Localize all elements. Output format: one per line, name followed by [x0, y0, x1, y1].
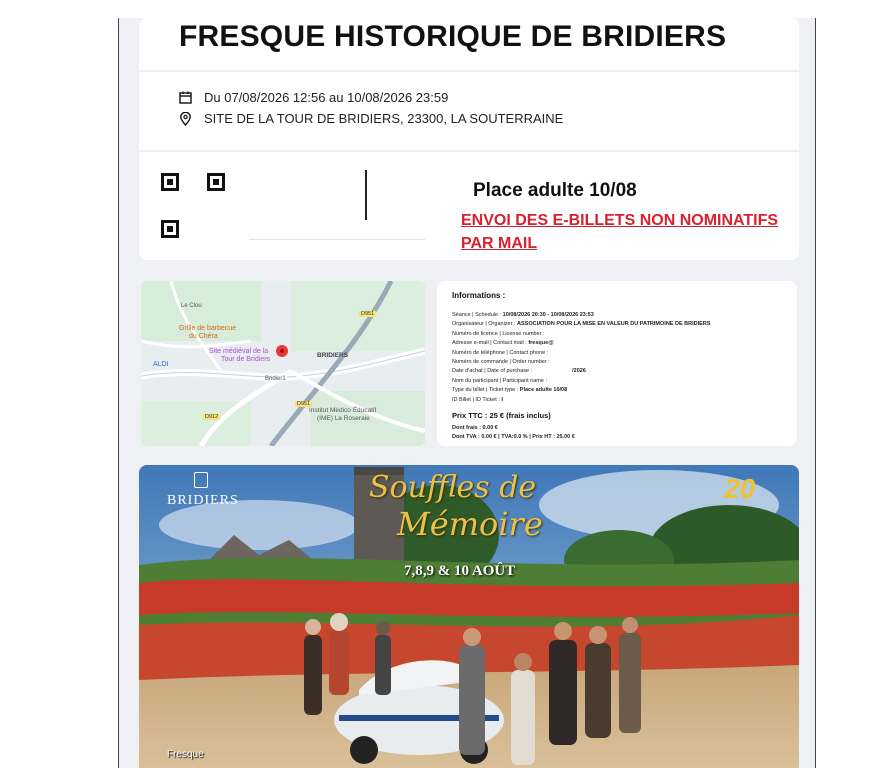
- anniversary-badge: 20: [724, 473, 756, 504]
- price-breakdown: [452, 424, 575, 442]
- event-dates-row: [179, 90, 448, 105]
- map-label-d912: D912: [205, 414, 219, 420]
- poster-title-line2: Mémoire: [397, 505, 543, 543]
- info-line-purchase-date: Date d'achat | Date of purchase : /2026: [452, 368, 586, 375]
- info-line-participant: Nom du participant | Participant name :: [452, 377, 547, 384]
- info-line-order: Numéro de commande | Order number :: [452, 359, 550, 366]
- map-label-site2: Tour de Bridiers: [221, 356, 271, 363]
- price-total: Prix TTC : 25 € (frais inclus): [452, 411, 551, 420]
- map-label-clou: Le Clou: [181, 303, 202, 309]
- info-title: Informations :: [452, 291, 506, 300]
- map-label-d951-b: D951: [361, 311, 375, 317]
- ticket-divider: [139, 150, 799, 152]
- poster-logo-icon: [194, 472, 208, 488]
- map-pin-icon: [179, 112, 192, 126]
- event-title: FRESQUE HISTORIQUE DE BRIDIERS: [179, 20, 727, 53]
- event-header-card: [139, 18, 799, 260]
- poster-brand: BRIDIERS: [167, 493, 239, 508]
- location-map[interactable]: [141, 281, 425, 446]
- info-line-schedule: Séance | Schedule : 10/08/2026 20:30 - 10/08/2026 23:53: [452, 312, 594, 318]
- info-line-organizer: Organisateur | Organizer : ASSOCIATION POUR LA MISE EN VALEUR DU PATRIMOINE DE BRIDIERS: [452, 321, 711, 328]
- map-label-ime: Institut Médico Éducatif: [309, 407, 377, 414]
- info-line-email: Adresse e-mail | Contact mail : fresque@: [452, 340, 554, 347]
- map-label-bridiers: BRIDIERS: [317, 352, 349, 359]
- calendar-icon: [179, 91, 192, 104]
- ticket-type: Place adulte 10/08: [473, 180, 637, 201]
- event-poster: [139, 465, 799, 768]
- header-divider: [139, 70, 799, 72]
- map-label-ime2: (IME) La Roseraie: [317, 415, 370, 422]
- delivery-notice-line1: ENVOI DES E-BILLETS NON NOMINATIFS: [461, 212, 779, 229]
- ticket-info-card: [437, 281, 797, 446]
- map-label-site: Site médiéval de la: [209, 348, 269, 355]
- map-label-bbq: Grille de barbecue: [179, 325, 237, 332]
- map-label-aldi: ALDI: [153, 361, 169, 368]
- price-vat: Dont TVA : 0.00 € | TVA:0.0 % | Prix HT : 25.00 €: [452, 434, 575, 440]
- event-location-row: [179, 111, 563, 126]
- qr-finder-top-right: [207, 173, 225, 191]
- info-line-ticket-id: ID Billet | ID Ticket : I: [452, 396, 503, 403]
- delivery-notice: [461, 209, 778, 255]
- redacted-barcode-mark: [365, 170, 367, 220]
- map-label-bridier1: Bridier1: [265, 376, 286, 382]
- ticket-page: [118, 18, 816, 768]
- price-fees: Dont frais : 0.00 €: [452, 425, 498, 431]
- info-lines: [452, 311, 710, 405]
- info-line-license: Numéro de licence | License number :: [452, 330, 545, 337]
- qr-finder-bottom-left: [161, 220, 179, 238]
- poster-footer: Fresque: [167, 749, 204, 760]
- delivery-notice-line2: PAR MAIL: [461, 235, 538, 252]
- info-line-ticket-type: Type du billet | Ticket type : Place adulte 10/08: [452, 387, 568, 394]
- redacted-line: [249, 239, 425, 240]
- map-label-d951-a: D951: [297, 401, 311, 407]
- info-line-phone: Numéro de téléphone | Contact phone :: [452, 349, 549, 356]
- event-dates: Du 07/08/2026 12:56 au 10/08/2026 23:59: [204, 90, 449, 105]
- poster-title-line1: Souffles de: [369, 470, 537, 505]
- poster-dates: 7,8,9 & 10 AOÛT: [404, 563, 516, 579]
- qr-finder-top-left: [161, 173, 179, 191]
- map-label-bbq2: du Chéra: [189, 333, 218, 340]
- event-location: SITE DE LA TOUR DE BRIDIERS, 23300, LA SOUTERRAINE: [204, 111, 564, 126]
